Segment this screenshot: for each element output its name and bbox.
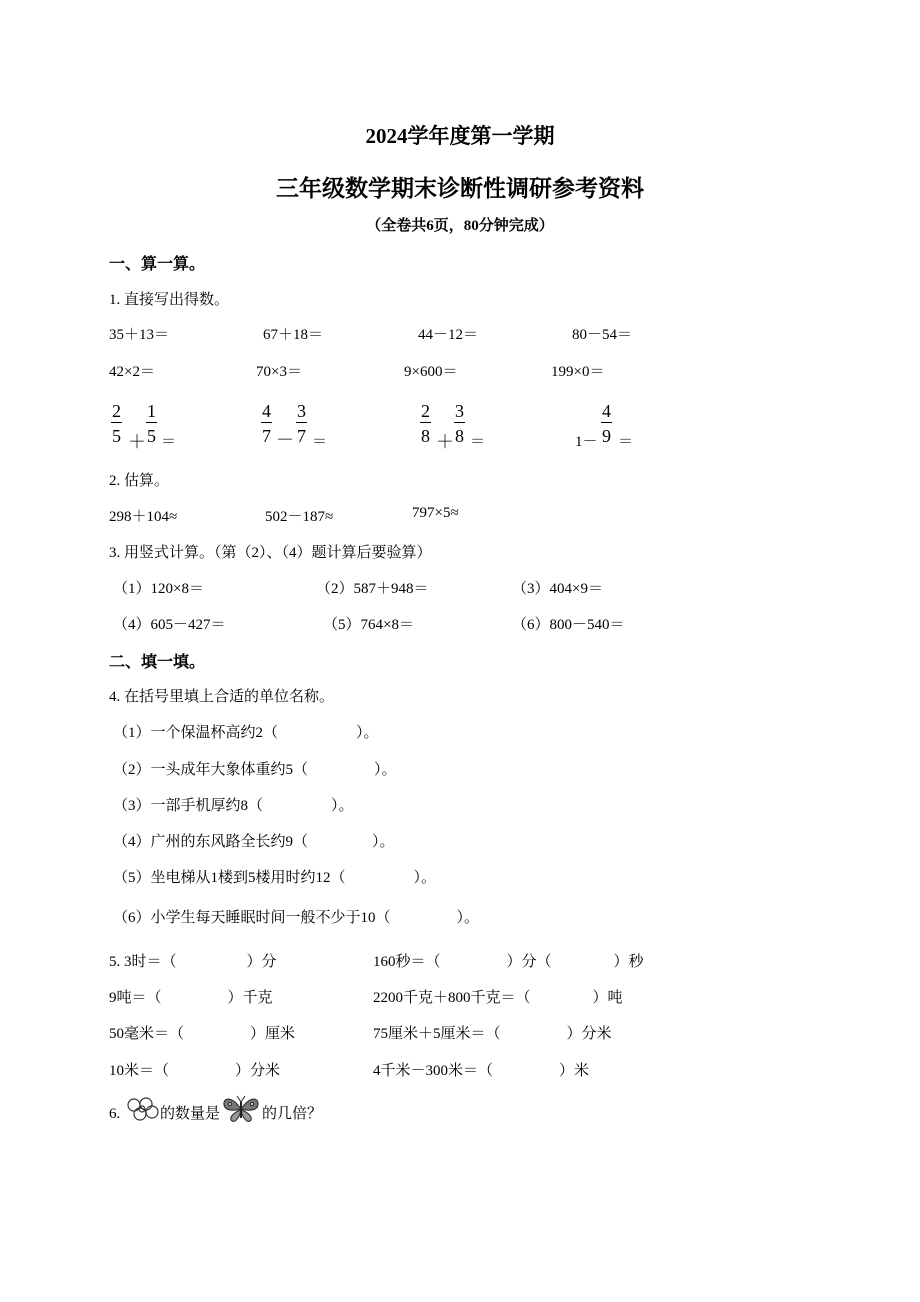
q2-item: 298＋104≈ xyxy=(109,509,178,525)
q4-item-4: （4）广州的东风路全长约9（ ）。 xyxy=(113,834,395,850)
fraction: $\frac{4}{7}$ xyxy=(262,401,271,446)
q1-item: 70×3＝ xyxy=(256,364,302,380)
q1-label: 1. 直接写出得数。 xyxy=(109,292,230,308)
q2-label: 2. 估算。 xyxy=(109,473,170,489)
q3-item: （3）404×9＝ xyxy=(512,581,603,597)
q3-item: （6）800－540＝ xyxy=(512,617,625,633)
section2-title: 二、填一填。 xyxy=(109,654,206,671)
q4-item-5: （5）坐电梯从1楼到5楼用时约12（ ）。 xyxy=(113,870,437,886)
page-title: 2024学年度第一学期 xyxy=(365,124,555,148)
fraction: $\frac{1}{5}$ xyxy=(147,401,156,446)
q4-item-3: （3）一部手机厚约8（ ）。 xyxy=(113,798,354,814)
fraction: $\frac{2}{8}$ xyxy=(421,401,430,446)
q3-item: （5）764×8＝ xyxy=(323,617,414,633)
q4-label: 4. 在括号里填上合适的单位名称。 xyxy=(109,689,335,705)
q1-item: 199×0＝ xyxy=(551,364,605,380)
q2-item: 502－187≈ xyxy=(265,509,334,525)
q1-item: 80－54＝ xyxy=(572,327,633,343)
q1-item: 67＋18＝ xyxy=(263,327,324,343)
fraction: $\frac{3}{7}$ xyxy=(297,401,306,446)
fraction: $\frac{4}{9}$ xyxy=(602,401,611,446)
q3-item: （2）587＋948＝ xyxy=(316,581,429,597)
section1-title: 一、算一算。 xyxy=(109,256,206,273)
flower-icon xyxy=(124,1096,160,1133)
q4-item-2: （2）一头成年大象体重约5（ ）。 xyxy=(113,762,397,778)
q1-item: 35＋13＝ xyxy=(109,327,170,343)
exam-note: （全卷共6页，80分钟完成） xyxy=(366,218,554,234)
page-subtitle: 三年级数学期末诊断性调研参考资料 xyxy=(276,176,644,201)
q3-item: （4）605－427＝ xyxy=(113,617,226,633)
fraction: $\frac{2}{5}$ xyxy=(112,401,121,446)
q3-item: （1）120×8＝ xyxy=(113,581,204,597)
q3-label: 3. 用竖式计算。（第（2）、（4）题计算后要验算） xyxy=(109,545,432,561)
q4-item-6: （6）小学生每天睡眠时间一般不少于10（ ）。 xyxy=(113,910,480,926)
q1-item: 9×600＝ xyxy=(404,364,458,380)
butterfly-icon xyxy=(220,1094,262,1135)
q1-item: 42×2＝ xyxy=(109,364,155,380)
q2-item: 797×5≈ xyxy=(412,505,459,521)
fraction: $\frac{3}{8}$ xyxy=(455,401,464,446)
q6-row: 6. 的数量是 的几倍？ xyxy=(109,1094,322,1135)
q1-item: 44－12＝ xyxy=(418,327,479,343)
q4-item-1: （1）一个保温杯高约2（ ）。 xyxy=(113,725,379,741)
